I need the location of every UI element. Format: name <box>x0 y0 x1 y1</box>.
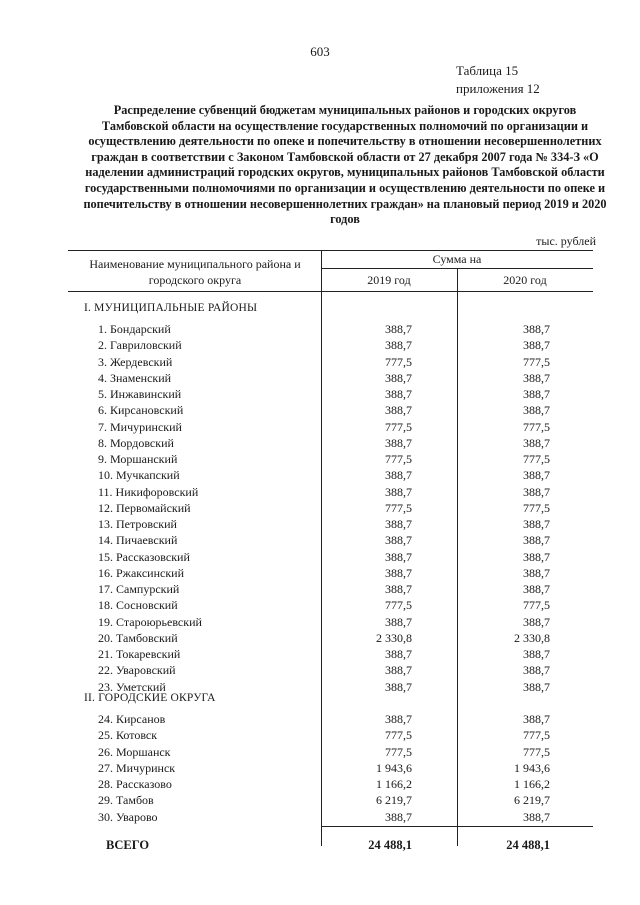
value-2019: 388,7 <box>385 322 412 336</box>
table-row <box>0 338 640 354</box>
table-row <box>0 436 640 452</box>
total-2019: 24 488,1 <box>368 838 412 852</box>
value-2019: 388,7 <box>385 338 412 353</box>
value-2019: 388,7 <box>385 679 412 694</box>
value-2020: 777,5 <box>523 598 550 613</box>
value-2019: 388,7 <box>385 533 412 548</box>
value-2020: 388,7 <box>523 565 550 580</box>
row-name: 3. Жердевский <box>98 354 173 369</box>
value-2020: 777,5 <box>523 354 550 369</box>
table-row <box>0 501 640 517</box>
row-name: 12. Первомайский <box>98 500 191 515</box>
value-2019: 777,5 <box>385 354 412 369</box>
table-row <box>0 615 640 631</box>
table-row <box>0 566 640 582</box>
value-2020: 6 219,7 <box>514 793 550 808</box>
value-2020: 388,7 <box>523 387 550 401</box>
table-row <box>0 598 640 614</box>
row-name: 11. Никифоровский <box>98 484 199 499</box>
table-row <box>0 663 640 679</box>
header-year-2019: 2019 год <box>367 273 411 287</box>
row-name: 14. Пичаевский <box>98 533 178 548</box>
row-name: 7. Мичуринский <box>98 419 182 434</box>
value-2020: 388,7 <box>523 533 550 548</box>
header-sum-group: Сумма на <box>432 252 482 266</box>
header-bottom-border <box>68 291 593 292</box>
table-row <box>0 355 640 371</box>
value-2020: 388,7 <box>523 549 550 564</box>
row-name: 16. Ржаксинский <box>98 565 184 580</box>
row-name: 8. Мордовский <box>98 435 174 450</box>
section-title: II. ГОРОДСКИЕ ОКРУГА <box>84 692 216 704</box>
row-name: 25. Котовск <box>98 728 158 743</box>
table-reference <box>456 62 540 98</box>
value-2020: 388,7 <box>523 679 550 694</box>
table-row <box>0 387 640 403</box>
table-row <box>0 793 640 809</box>
row-name: 21. Токаревский <box>98 647 181 661</box>
value-2019: 388,7 <box>385 387 412 401</box>
row-name: 20. Тамбовский <box>98 630 178 645</box>
row-name: 28. Рассказово <box>98 777 172 791</box>
value-2019: 388,7 <box>385 370 412 385</box>
value-2020: 388,7 <box>523 663 550 678</box>
appendix-number: приложения 12 <box>456 81 540 96</box>
value-2019: 6 219,7 <box>376 793 412 808</box>
row-name: 27. Мичуринск <box>98 760 176 775</box>
value-2020: 777,5 <box>523 728 550 743</box>
table-row <box>0 810 640 826</box>
value-2019: 388,7 <box>385 647 412 661</box>
table-row <box>0 485 640 501</box>
value-2020: 388,7 <box>523 370 550 385</box>
table-row <box>0 777 640 793</box>
row-name: 9. Моршанский <box>98 452 178 466</box>
row-name: 29. Тамбов <box>98 793 154 808</box>
total-separator <box>321 826 593 827</box>
value-2019: 388,7 <box>385 663 412 678</box>
header-year-2020: 2020 год <box>503 273 547 287</box>
table-row <box>0 745 640 761</box>
row-name: 24. Кирсанов <box>98 712 166 726</box>
value-2020: 1 166,2 <box>514 777 550 791</box>
table-number: Таблица 15 <box>456 63 519 78</box>
table-row <box>0 550 640 566</box>
value-2019: 388,7 <box>385 484 412 499</box>
table-row <box>0 371 640 387</box>
table-row <box>0 712 640 728</box>
row-name: 15. Рассказовский <box>98 549 190 564</box>
row-name: 2. Гавриловский <box>98 338 182 353</box>
table-row <box>0 761 640 777</box>
value-2020: 388,7 <box>523 403 550 418</box>
value-2020: 388,7 <box>523 647 550 661</box>
value-2020: 388,7 <box>523 712 550 726</box>
row-name: 26. Моршанск <box>98 744 171 759</box>
value-2019: 388,7 <box>385 549 412 564</box>
value-2019: 388,7 <box>385 403 412 418</box>
value-2019: 388,7 <box>385 809 412 824</box>
row-name: 13. Петровский <box>98 517 177 531</box>
row-name: 23. Уметский <box>98 679 166 694</box>
value-2019: 388,7 <box>385 517 412 531</box>
value-2020: 388,7 <box>523 338 550 353</box>
value-2020: 777,5 <box>523 452 550 466</box>
table-row <box>0 631 640 647</box>
value-2020: 388,7 <box>523 484 550 499</box>
units-label: тыс. рублей <box>536 234 596 248</box>
table-row <box>0 322 640 338</box>
value-2019: 1 166,2 <box>376 777 412 791</box>
value-2019: 777,5 <box>385 500 412 515</box>
table-row <box>0 420 640 436</box>
value-2019: 1 943,6 <box>376 760 412 775</box>
value-2020: 388,7 <box>523 517 550 531</box>
row-name: 30. Уварово <box>98 809 158 824</box>
value-2019: 388,7 <box>385 435 412 450</box>
table-row <box>0 533 640 549</box>
value-2019: 2 330,8 <box>376 630 412 645</box>
value-2019: 388,7 <box>385 712 412 726</box>
value-2019: 388,7 <box>385 614 412 629</box>
table-row <box>0 517 640 533</box>
value-2020: 388,7 <box>523 614 550 629</box>
value-2019: 777,5 <box>385 598 412 613</box>
table-row <box>0 728 640 744</box>
table-row <box>0 468 640 484</box>
row-name: 4. Знаменский <box>98 370 172 385</box>
value-2020: 388,7 <box>523 809 550 824</box>
value-2019: 777,5 <box>385 728 412 743</box>
value-2019: 388,7 <box>385 565 412 580</box>
value-2019: 777,5 <box>385 419 412 434</box>
row-name: 1. Бондарский <box>98 322 171 336</box>
value-2020: 388,7 <box>523 322 550 336</box>
value-2019: 777,5 <box>385 744 412 759</box>
table-row <box>0 452 640 468</box>
total-label: ВСЕГО <box>106 838 150 852</box>
value-2020: 777,5 <box>523 500 550 515</box>
value-2020: 388,7 <box>523 468 550 483</box>
row-name: 18. Сосновский <box>98 598 178 613</box>
row-name: 6. Кирсановский <box>98 403 184 418</box>
value-2020: 777,5 <box>523 744 550 759</box>
header-name-column: Наименование муниципального района и городского округа <box>89 257 301 287</box>
section-title: I. МУНИЦИПАЛЬНЫЕ РАЙОНЫ <box>84 302 258 314</box>
value-2020: 388,7 <box>523 435 550 450</box>
total-2020: 24 488,1 <box>506 838 550 852</box>
value-2019: 388,7 <box>385 468 412 483</box>
table-row <box>0 582 640 598</box>
page-number: 603 <box>310 44 330 59</box>
table-row <box>0 647 640 663</box>
value-2019: 388,7 <box>385 582 412 596</box>
value-2020: 2 330,8 <box>514 630 550 645</box>
value-2020: 388,7 <box>523 582 550 596</box>
value-2020: 1 943,6 <box>514 760 550 775</box>
table-row <box>0 403 640 419</box>
row-name: 19. Староюрьевский <box>98 614 202 629</box>
row-name: 17. Сампурский <box>98 582 180 596</box>
row-name: 10. Мучкапский <box>98 468 180 483</box>
row-name: 22. Уваровский <box>98 663 176 678</box>
value-2019: 777,5 <box>385 452 412 466</box>
row-name: 5. Инжавинский <box>98 387 182 401</box>
document-title: Распределение субвенций бюджетам муниципальных районов и городских округов Тамбовской области на осуществление государственных полномочий по организации и осуществлению деятельности по опеке и попечительству в отношении несовершеннолетних граждан в соответствии с Законом Тамбовской области от 27 декабря 2007 года № 334-З «О наделении администраций городских округов, муниципальных районов Тамбовской области государственными полномочиями по организации и осуществлению деятельности по опеке и попечительству в отношении несовершеннолетних граждан» на плановый период 2019 и 2020 годов <box>83 103 607 227</box>
value-2020: 777,5 <box>523 419 550 434</box>
